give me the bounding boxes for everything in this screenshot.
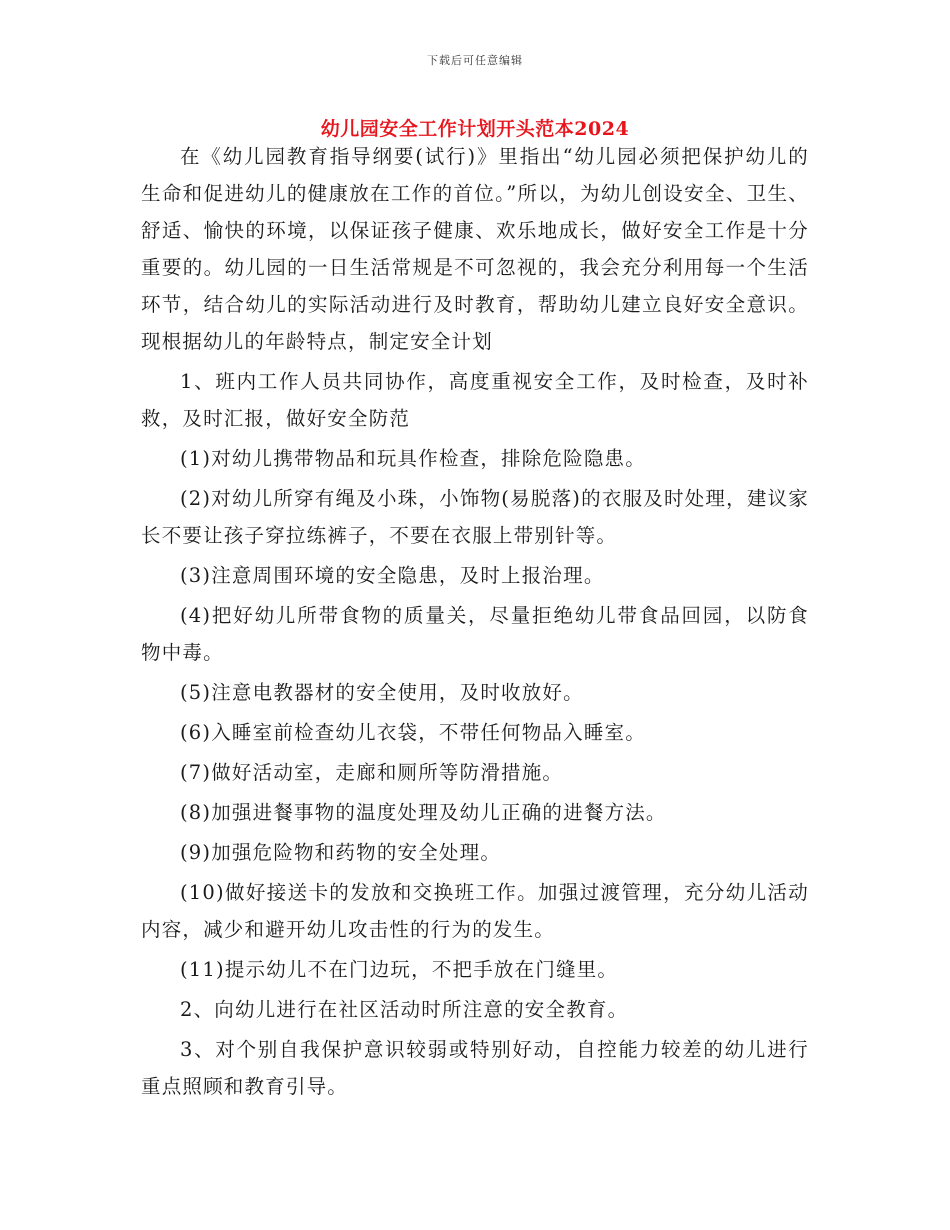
list-item-10: (10)做好接送卡的发放和交换班工作。加强过渡管理，充分幼儿活动内容，减少和避开幼儿攻击性的行为的发生。 [141, 881, 809, 941]
list-item-4: (4)把好幼儿所带食物的质量关，尽量拒绝幼儿带食品回园，以防食物中毒。 [141, 604, 809, 664]
section-2-paragraph: 2、向幼儿进行在社区活动时所注意的安全教育。 [180, 998, 629, 1021]
list-item-9: (9)加强危险物和药物的安全处理。 [180, 841, 502, 864]
list-item-11: (11)提示幼儿不在门边玩，不把手放在门缝里。 [180, 958, 619, 981]
list-item-1: (1)对幼儿携带物品和玩具作检查，排除危险隐患。 [180, 447, 646, 470]
list-item-3: (3)注意周围环境的安全隐患，及时上报治理。 [180, 564, 605, 587]
list-item-6: (6)入睡室前检查幼儿衣袋，不带任何物品入睡室。 [180, 721, 646, 744]
intro-paragraph: 在《幼儿园教育指导纲要(试行)》里指出“幼儿园必须把保护幼儿的生命和促进幼儿的健康放在工作的首位。”所以，为幼儿创设安全、卫生、舒适、愉快的环境，以保证孩子健康、欢乐地成长，做好安全工作是十分重要的。幼儿园的一日生活常规是不可忽视的，我会充分利用每一个生活环节，结合幼儿的实际活动进行及时教育，帮助幼儿建立良好安全意识。现根据幼儿的年龄特点，制定安全计划 [141, 145, 809, 353]
list-item-5: (5)注意电教器材的安全使用，及时收放好。 [180, 681, 584, 704]
header-note: 下载后可任意编辑 [427, 54, 523, 67]
document-body [141, 138, 809, 1108]
list-item-8: (8)加强进餐事物的温度处理及幼儿正确的进餐方法。 [180, 801, 667, 824]
document-title: 幼儿园安全工作计划开头范本2024 [320, 118, 630, 140]
list-item-7: (7)做好活动室，走廊和厕所等防滑措施。 [180, 761, 564, 784]
section-3-paragraph: 3、对个别自我保护意识较弱或特别好动，自控能力较差的幼儿进行重点照顾和教育引导。 [141, 1038, 809, 1098]
section-1-heading: 1、班内工作人员共同协作，高度重视安全工作，及时检查，及时补救，及时汇报，做好安全防范 [141, 370, 809, 430]
list-item-2: (2)对幼儿所穿有绳及小珠，小饰物(易脱落)的衣服及时处理，建议家长不要让孩子穿拉练裤子，不要在衣服上带别针等。 [141, 487, 809, 547]
